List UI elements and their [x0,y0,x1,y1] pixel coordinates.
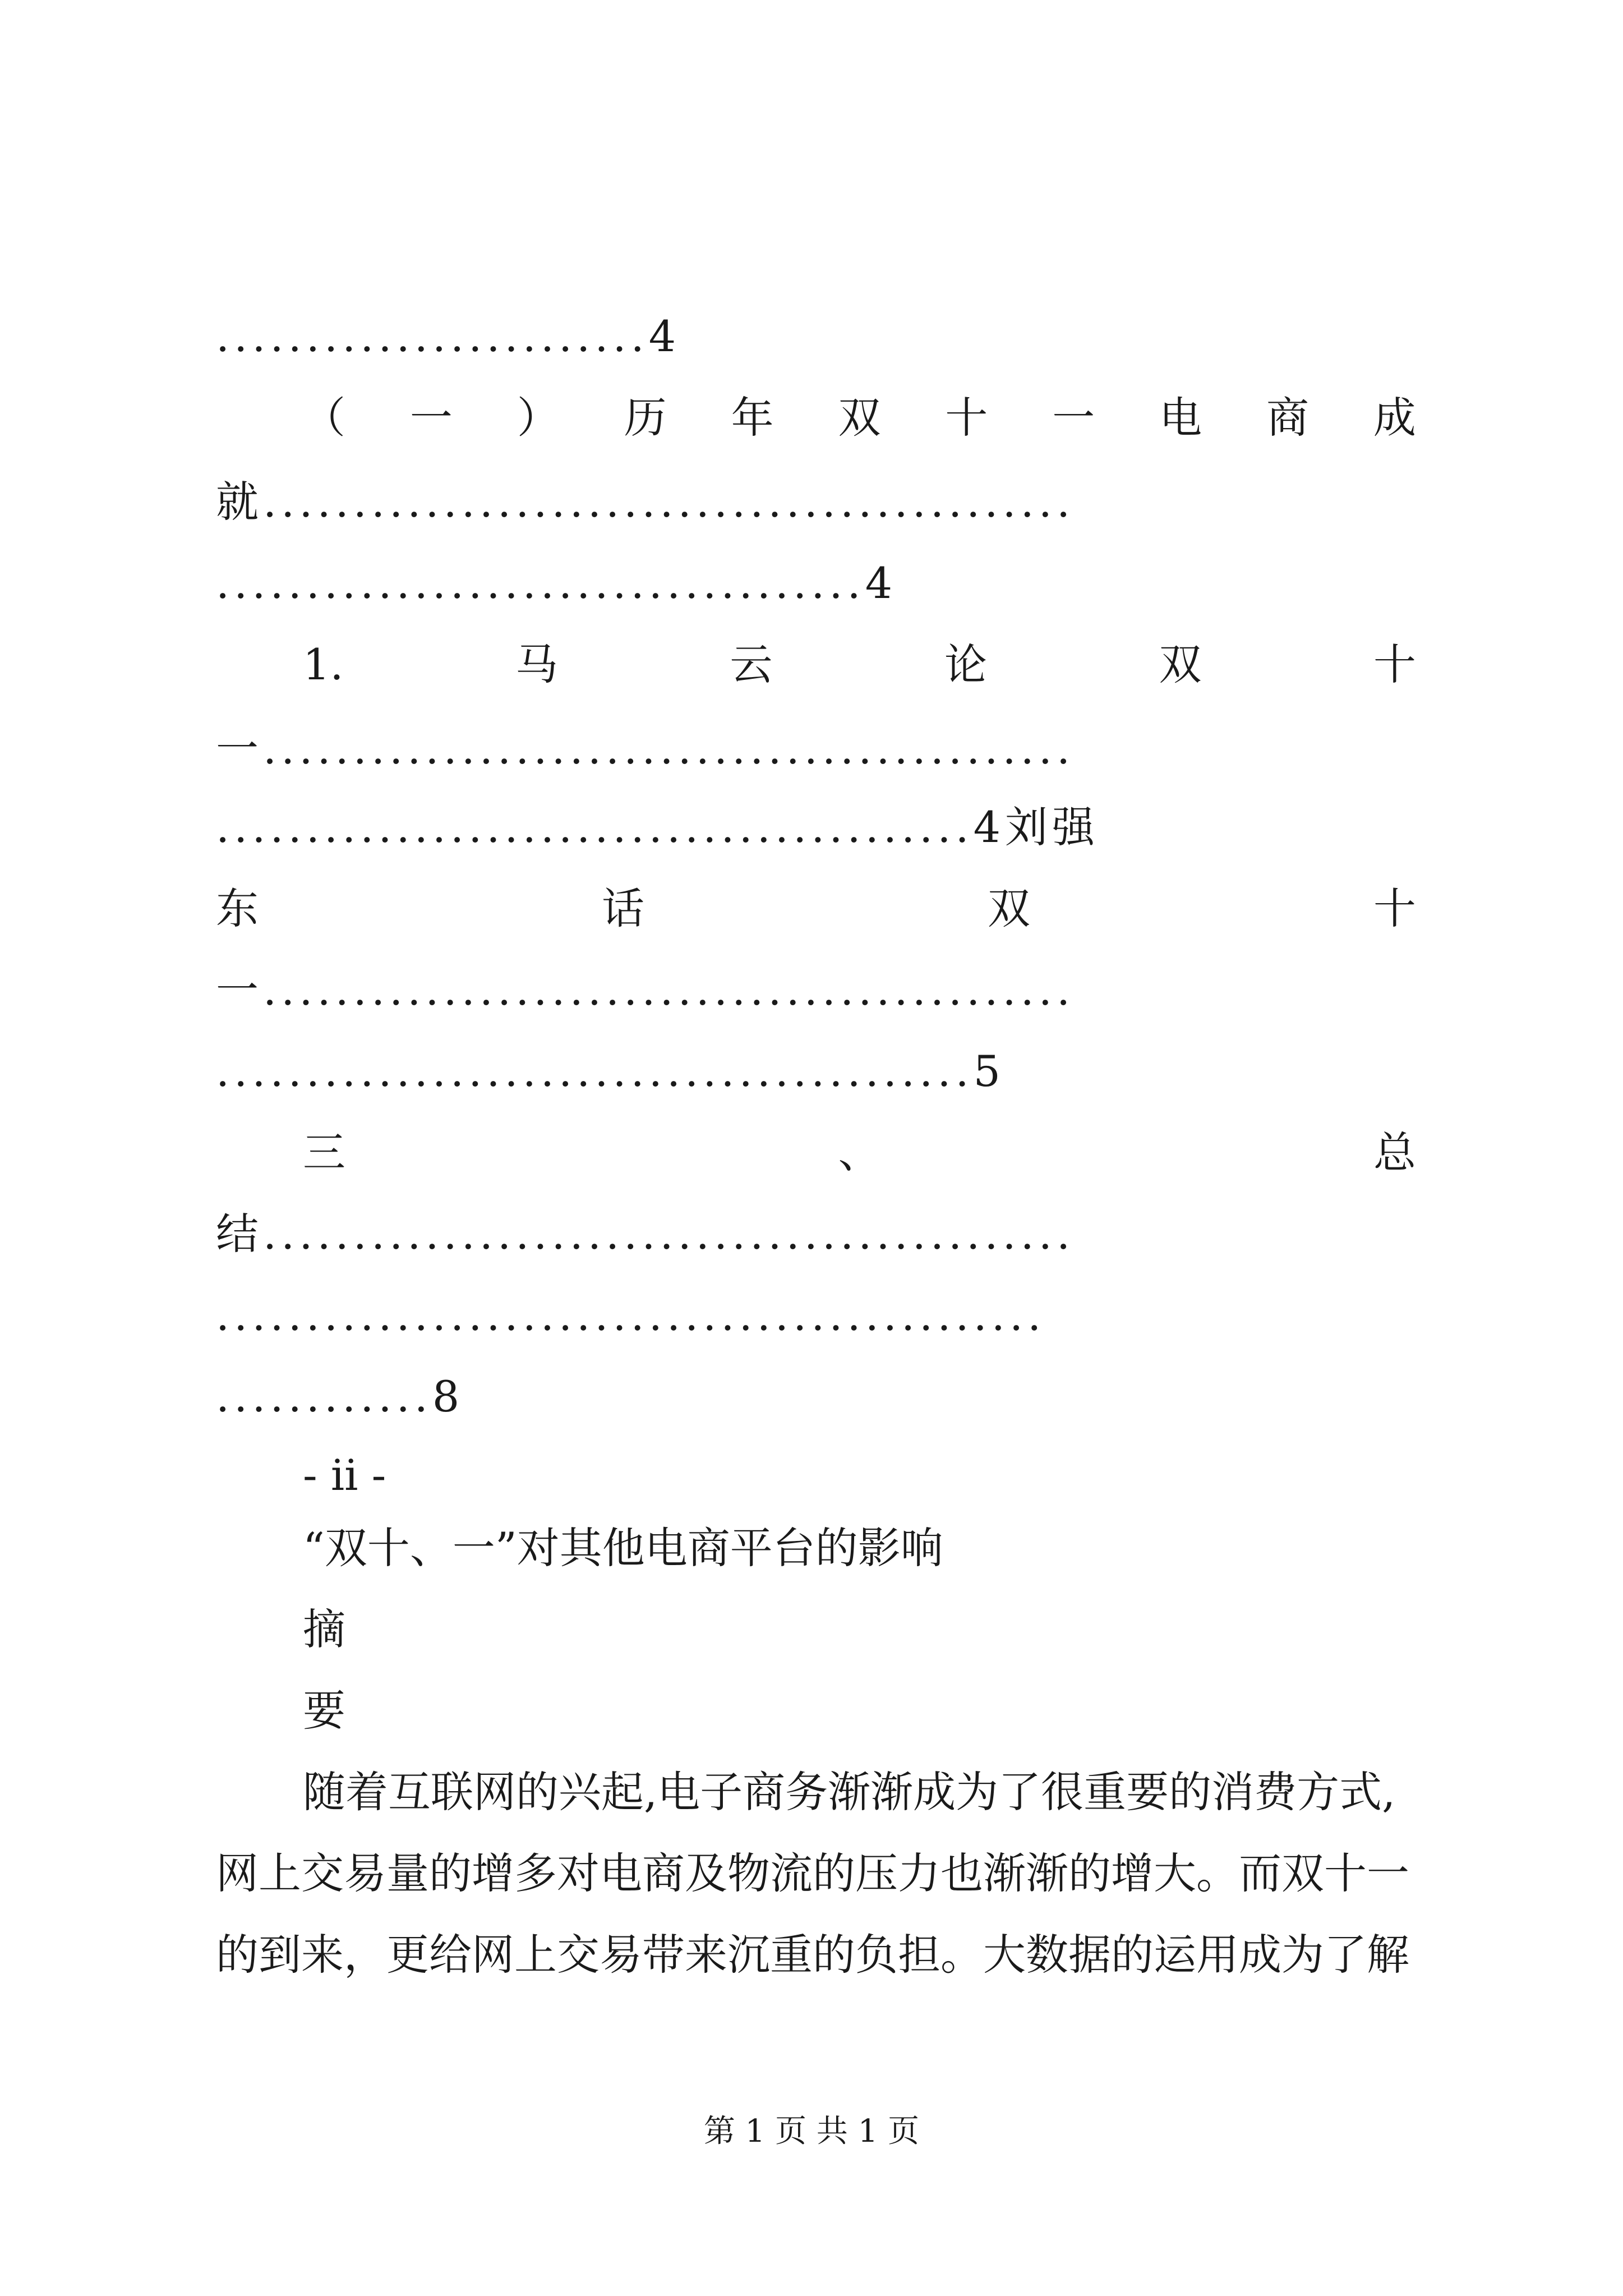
toc-word: 一 [409,393,453,443]
toc-word: 云 [730,639,773,689]
toc-item-2-leader: 一............................................. [216,724,1075,774]
toc-word: 论 [944,639,987,689]
toc-word: 双 [988,884,1030,933]
abstract-paragraph-line: 网上交易量的增多对电商及物流的压力也渐渐的增大。而双十一 [216,1848,1409,1898]
abstract-paragraph-line: 随着互联网的兴起,电子商务渐渐成为了很重要的消费方式, [303,1767,1396,1817]
page-footer: 第 1 页 共 1 页 [703,2113,920,2150]
toc-word: 年 [731,393,774,443]
toc-item-3-heading [216,878,1416,940]
toc-word: 东 [216,884,259,933]
toc-word: 双 [1159,639,1202,689]
toc-item-1-heading [303,387,1416,449]
abstract-paragraph-line: 的到来，更给网上交易带来沉重的负担。大数据的运用成为了解 [216,1930,1409,1980]
toc-word: 十 [1373,884,1416,933]
toc-word: 1. [303,639,344,689]
toc-word: 电 [1159,393,1202,443]
toc-item-3-page: ..........................................5 [216,1046,1005,1096]
toc-item-4-heading [303,1122,1416,1184]
toc-word: 一 [1052,393,1095,443]
toc-item-4-page: ............8 [216,1372,464,1421]
toc-word: 三 [303,1128,345,1177]
document-title: “双十、一”对其他电商平台的影响 [303,1523,943,1573]
toc-item-2-page: ..........................................4刘强 [216,802,1099,852]
toc-item-3-leader: 一............................................. [216,965,1075,1015]
toc-word: 话 [602,884,644,933]
toc-item-4-leader: 结............................................. [216,1209,1075,1259]
toc-item-2-heading [303,634,1416,696]
toc-word: 十 [945,393,988,443]
toc-word: 马 [515,639,558,689]
toc-item-1-page: ....................................4 [216,558,897,608]
toc-word: 历 [624,393,667,443]
toc-word: 双 [838,393,881,443]
toc-word: 、 [838,1128,881,1177]
toc-word: 商 [1266,393,1310,443]
toc-item-4-leader-2: .............................................. [216,1290,1046,1340]
page-marker: - ii - [303,1450,386,1500]
toc-leader-line: ........................4 [216,311,681,361]
abstract-heading-char-1: 摘 [303,1604,345,1654]
toc-word: 总 [1373,1128,1416,1177]
toc-word: ） [517,393,560,443]
toc-word: 成 [1373,393,1416,443]
toc-word: （ [303,393,345,443]
toc-word: 十 [1373,639,1416,689]
abstract-heading-char-2: 要 [303,1686,345,1736]
toc-item-1-leader: 就............................................. [216,477,1075,527]
